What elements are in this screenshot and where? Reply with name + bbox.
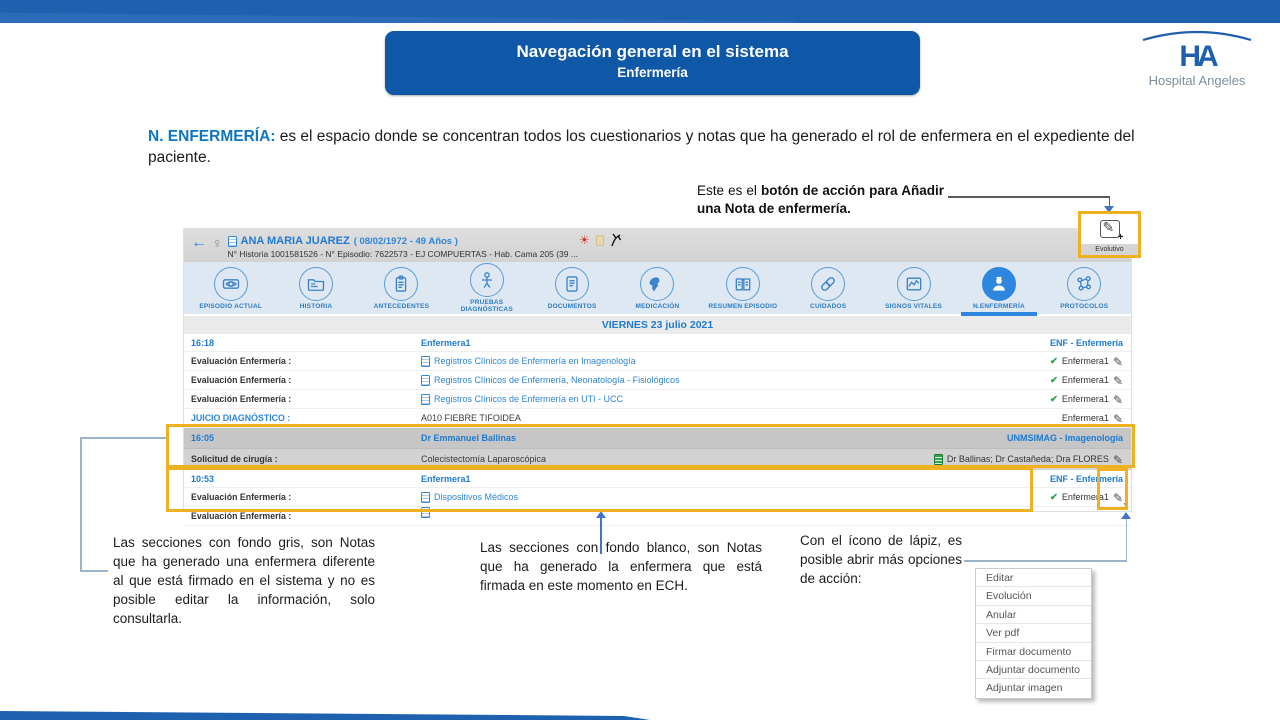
callout-bold: botón de acción para Añadir una Nota de enfermería. [697, 183, 944, 216]
menu-item-anular[interactable]: Anular [976, 606, 1091, 624]
logo-name: Hospital Angeles [1148, 73, 1246, 88]
note-row-content [421, 390, 623, 409]
alert-tag-icon [596, 235, 604, 246]
document-icon [421, 507, 430, 518]
heading-text: es el espacio donde se concentran todos los cuestionarios y notas que ha generado el rol de enfermera en el expediente del paciente. [148, 128, 1135, 166]
back-arrow-icon[interactable]: ← [191, 234, 207, 251]
note-row[interactable] [184, 352, 1131, 371]
evolutivo-button[interactable] [1081, 214, 1138, 244]
document-icon [555, 267, 589, 301]
nav-item-documentos[interactable] [529, 267, 614, 310]
note-row[interactable] [184, 371, 1131, 390]
callout-prefix: Este es el [697, 183, 761, 198]
bottom-decor-band [0, 711, 650, 720]
note-signer: Enfermera1 [1061, 413, 1109, 423]
menu-item-evoluci-n[interactable]: Evolución [976, 587, 1091, 605]
date-header: VIERNES 23 julio 2021 [184, 316, 1131, 334]
nurse-icon [982, 267, 1016, 301]
edit-pencil-icon[interactable]: ✎ [1112, 452, 1123, 467]
note-row-label: Evaluación Enfermería : [191, 375, 292, 385]
heading-label: N. ENFERMERÍA: [148, 128, 276, 145]
signature-check-icon: ✔ [1049, 492, 1058, 503]
document-icon [421, 394, 430, 405]
signature-check-icon: ✔ [1049, 356, 1058, 367]
bandage-icon [811, 267, 845, 301]
note-row-label: Evaluación Enfermería : [191, 356, 292, 366]
pencil-note-arrow-icon [1121, 512, 1131, 519]
note-row-label: Evaluación Enfermería : [191, 394, 292, 404]
nav-item-label: ANTECEDENTES [373, 302, 430, 310]
note-document-link[interactable]: Registros Clínicos de Enfermería, Neonatología - Fisiológicos [434, 375, 680, 385]
nav-item-protocolos[interactable] [1042, 267, 1127, 310]
note-time: 16:05 [191, 433, 215, 443]
note-row-actions [1050, 352, 1123, 371]
menu-item-editar[interactable]: Editar [976, 569, 1091, 587]
nav-item-antecedentes[interactable] [359, 267, 444, 310]
patient-name: ANA MARIA JUAREZ [240, 235, 350, 247]
nav-item-label: RESUMEN EPISODIO [708, 302, 778, 310]
note-section-header [184, 334, 1131, 352]
note-row-actions [1062, 409, 1123, 428]
gray-note-connector-line [80, 570, 108, 572]
note-section-white [184, 334, 1131, 428]
note-row-actions [1050, 390, 1123, 409]
folder-icon [299, 267, 333, 301]
note-time: 16:18 [191, 338, 215, 348]
gray-sections-note: Las secciones con fondo gris, son Notas que ha generado una enfermera diferente al que está firmado en el sistema y no es posible editar la información, solo consultarla. [113, 535, 375, 626]
callout-connector-line [1109, 196, 1111, 206]
note-time: 10:53 [191, 474, 215, 484]
note-row-content [421, 507, 430, 518]
pills-icon [640, 267, 674, 301]
note-row-content [421, 488, 518, 507]
nav-item-label: N.ENFERMERÍA [972, 302, 1025, 310]
note-row-label: Evaluación Enfermería : [191, 492, 292, 502]
note-signer: Enfermera1 [1061, 375, 1109, 385]
menu-item-adjuntar-imagen[interactable]: Adjuntar imagen [986, 682, 1063, 695]
nav-item-label: DOCUMENTOS [547, 302, 597, 310]
white-sections-note: Las secciones con fondo blanco, son Notas que ha generado la enfermera que está firmada en este momento en ECH. [480, 540, 762, 593]
nav-item-label: PROTOCOLOS [1060, 302, 1109, 310]
edit-pencil-icon[interactable]: ✎ [1112, 354, 1123, 369]
alert-mark-icon [610, 233, 622, 247]
menu-item-firmar-documento[interactable]: Firmar documento [976, 643, 1091, 661]
note-signer: Enfermera1 [1061, 492, 1109, 502]
note-row-content [421, 371, 680, 390]
note-row[interactable] [184, 488, 1131, 507]
protocol-nodes-icon [1067, 267, 1101, 301]
note-document-link[interactable]: Dispositivos Médicos [434, 492, 519, 502]
pencil-options-note: Con el ícono de lápiz, es posible abrir más opciones de acción: [800, 533, 962, 586]
edit-pencil-icon[interactable]: ✎ [1112, 392, 1123, 407]
gray-note-connector-line [80, 437, 82, 571]
female-gender-icon: ♀ [212, 235, 223, 251]
top-decor-band [0, 0, 1280, 23]
pencil-note-connector-line [1126, 519, 1128, 560]
nav-item-label: SIGNOS VITALES [885, 302, 942, 310]
gray-note-connector-line [80, 437, 166, 439]
note-signer: Dr Ballinas; Dr Castañeda; Dra FLORES [946, 454, 1109, 464]
note-row-actions [1050, 371, 1123, 390]
note-row-label: Evaluación Enfermería : [191, 511, 292, 521]
document-icon [421, 492, 430, 503]
slide-title-box [385, 31, 920, 95]
note-text: A010 FIEBRE TIFOIDEA [421, 413, 521, 423]
clipboard-icon [384, 267, 418, 301]
nav-item-label: CUIDADOS [810, 302, 847, 310]
slide-title: Navegación general en el sistema [516, 42, 789, 61]
nav-item-resumen-episodio[interactable] [700, 267, 785, 310]
menu-item-adjuntar-documento[interactable]: Adjuntar documento [976, 661, 1091, 679]
patient-record-icon [228, 236, 237, 247]
pencil-actions-menu [975, 568, 1092, 699]
note-row[interactable] [184, 507, 1131, 526]
nav-item-historia[interactable] [273, 267, 358, 310]
nav-item-pruebas-diagn-sticas[interactable] [444, 263, 529, 313]
note-document-link[interactable]: Registros Clínicos de Enfermería en Imagenología [434, 356, 636, 366]
alert-sun-icon: ☀ [579, 233, 590, 247]
patient-body-icon [470, 263, 504, 297]
signature-check-icon: ✔ [1049, 375, 1058, 386]
evolutivo-callout [697, 182, 944, 218]
active-tab-underline [961, 312, 1038, 316]
nav-item-label: EPISODIO ACTUAL [199, 302, 263, 310]
module-navbar [184, 262, 1131, 314]
nav-item-signos-vitales[interactable] [871, 267, 956, 310]
note-text: Colecistectomía Laparoscópica [421, 454, 547, 464]
nav-item-n-enfermer-a[interactable] [956, 267, 1041, 310]
note-section-header [184, 470, 1131, 488]
edit-pencil-icon[interactable]: ✎ [1112, 411, 1123, 426]
note-author: Enfermera1 [421, 474, 471, 484]
add-note-pencil-icon: ✎ + [1100, 220, 1120, 238]
note-department: UNMSIMAG - Imagenología [1006, 433, 1123, 443]
nav-item-label: MEDICACIÓN [635, 302, 680, 310]
note-section-header [184, 428, 1131, 449]
evolutivo-button-highlight [1078, 211, 1141, 258]
signature-check-icon: ✔ [1049, 394, 1058, 405]
white-note-arrow-icon [596, 511, 606, 518]
edit-pencil-icon[interactable]: ✎ [1112, 373, 1123, 388]
evolutivo-label: Evolutivo [1081, 244, 1138, 255]
episode-eye-icon [214, 267, 248, 301]
nav-item-label: PRUEBAS DIAGNÓSTICAS [460, 299, 513, 313]
note-document-link[interactable]: Registros Clínicos de Enfermería en UTI - UCC [434, 394, 624, 404]
note-department: ENF - Enfermería [1049, 338, 1123, 348]
scroll-down-icon[interactable]: ▼ [1122, 502, 1129, 509]
nav-item-cuidados[interactable] [786, 267, 871, 310]
hospital-angeles-logo [1138, 30, 1256, 88]
note-signer: Enfermera1 [1061, 394, 1109, 404]
signed-document-icon [934, 454, 943, 465]
patient-header-bar [184, 229, 1131, 262]
note-row-actions [1050, 488, 1123, 507]
note-row-actions [934, 449, 1123, 470]
patient-dob: ( 08/02/1972 - 49 Años ) [353, 235, 458, 247]
note-signer: Enfermera1 [1061, 356, 1109, 366]
note-row[interactable] [184, 409, 1131, 428]
nav-item-episodio-actual[interactable] [188, 267, 273, 310]
note-row-content [421, 409, 521, 428]
note-row-label: Solicitud de cirugía : [191, 454, 278, 464]
note-row[interactable] [184, 390, 1131, 409]
notes-table [184, 334, 1131, 521]
note-section-white [184, 507, 1131, 521]
note-row[interactable] [184, 449, 1131, 470]
nav-item-label: HISTORIA [299, 302, 333, 310]
note-section-white [184, 470, 1131, 507]
callout-connector-line [948, 196, 1110, 198]
pencil-note-connector-line [964, 560, 1127, 562]
patient-details: N° Historia 1001581526 - N° Episodio: 7622573 - EJ COMPUERTAS - Hab. Cama 205 (39 ... [227, 249, 578, 259]
note-row-label: JUICIO DIAGNÓSTICO : [191, 413, 291, 423]
document-icon [421, 356, 430, 367]
logo-monogram: HA [1179, 40, 1215, 73]
note-department: ENF - Enfermería [1049, 474, 1123, 484]
document-icon [421, 375, 430, 386]
note-row-content [421, 449, 546, 470]
section-heading [148, 126, 1176, 168]
edit-pencil-icon[interactable]: ✎ [1112, 490, 1123, 505]
note-author: Dr Emmanuel Ballinas [421, 433, 517, 443]
note-author: Enfermera1 [421, 338, 471, 348]
ehr-screenshot [183, 228, 1132, 521]
note-section-gray [184, 428, 1131, 470]
note-row-content [421, 352, 636, 371]
summary-book-icon [726, 267, 760, 301]
vitals-chart-icon [897, 267, 931, 301]
slide-subtitle: Enfermería [617, 65, 688, 80]
nav-item-medicaci-n[interactable] [615, 267, 700, 310]
menu-item-ver-pdf[interactable]: Ver pdf [976, 624, 1091, 642]
